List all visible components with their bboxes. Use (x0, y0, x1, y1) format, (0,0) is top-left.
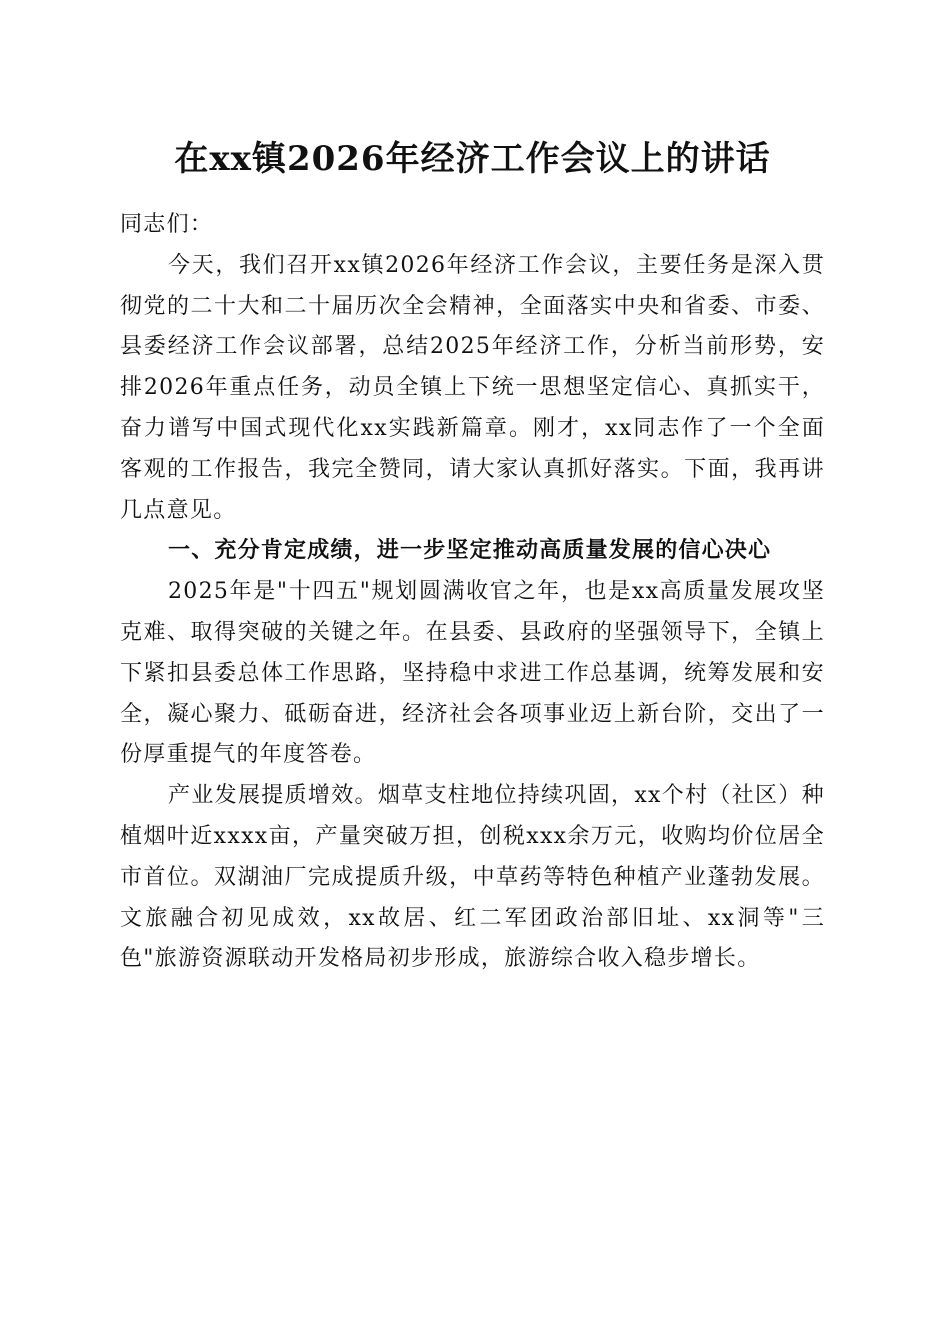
salutation: 同志们： (120, 212, 214, 237)
document-title: 在xx镇2026年经济工作会议上的讲话 (174, 139, 771, 179)
paragraph-intro: 今天，我们召开xx镇2026年经济工作会议，主要任务是深入贯彻党的二十大和二十届历次全会精神，全面落实中央和省委、市委、县委经济工作会议部署，总结2025年经济工作，分析当前形势，安排2026年重点任务，动员全镇上下统一思想坚定信心、真抓实干，奋力谱写中国式现代化xx实践新篇章。刚才，xx同志作了一个全面客观的工作报告，我完全赞同，请大家认真抓好落实。下面，我再讲几点意见。 (120, 252, 825, 523)
document-page (120, 0, 825, 1344)
section-heading-1: 一、充分肯定成绩，进一步坚定推动高质量发展的信心决心 (168, 538, 772, 564)
paragraph-industry: 产业发展提质增效。烟草支柱地位持续巩固，xx个村（社区）种植烟叶近xxxx亩，产量突破万担，创税xxx余万元，收购均价位居全市首位。双湖油厂完成提质升级，中草药等特色种植产业蓬勃发展。文旅融合初见成效，xx故居、红二军团政治部旧址、xx洞等"三色"旅游资源联动开发格局初步形成，旅游综合收入稳步增长。 (120, 783, 825, 972)
paragraph-achievements: 2025年是"十四五"规划圆满收官之年，也是xx高质量发展攻坚克难、取得突破的关键之年。在县委、县政府的坚强领导下，全镇上下紧扣县委总体工作思路，坚持稳中求进工作总基调，统筹发展和安全，凝心聚力、砥砺奋进，经济社会各项事业迈上新台阶，交出了一份厚重提气的年度答卷。 (120, 579, 825, 768)
document-body (120, 205, 825, 980)
